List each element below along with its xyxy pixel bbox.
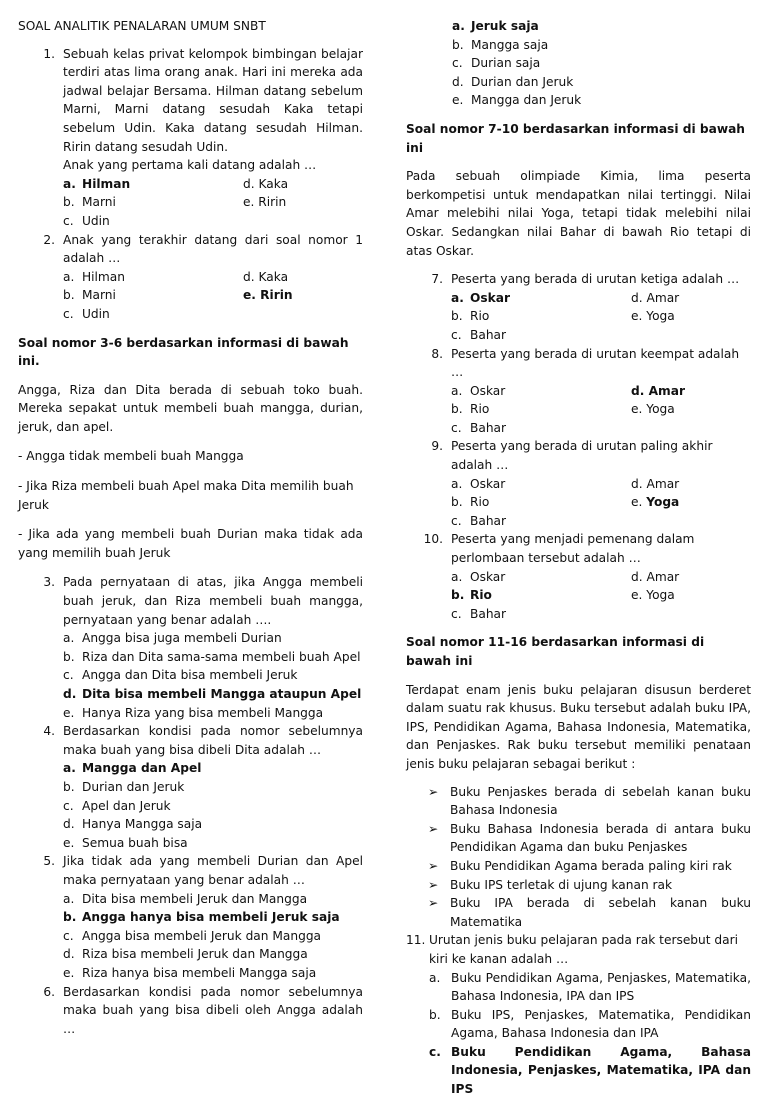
section-intro-11-16: Terdapat enam jenis buku pelajaran disusun berderet dalam suatu rak khusus. Buku tersebut adalah buku IPA, IPS, Pendidikan Agama, Bahasa Indonesia, Matematika, dan Penjaskes. Rak buku tersebut memiliki penataan jenis buku pelajaran sebagai berikut : (406, 682, 751, 771)
option-b: b. Rio (451, 588, 492, 603)
question-number: 11. (406, 933, 426, 948)
rule-2: - Jika Riza membeli buah Apel maka Dita memilih buah Jeruk (18, 479, 354, 512)
arrow-bullet-icon: ➢ (428, 896, 439, 911)
rule-item: ➢ Buku Bahasa Indonesia berada di antara buku Pendidikan Agama dan buku Penjaskes (428, 820, 751, 857)
rule-item: ➢ Buku IPS terletak di ujung kanan rak (428, 876, 751, 895)
right-column (406, 0, 751, 1099)
option-c: c. Durian saja (452, 56, 541, 71)
question-number: 3. (43, 575, 55, 590)
arrow-bullet-icon: ➢ (428, 858, 439, 873)
option-d: d. Amar (631, 290, 680, 305)
rule-item: ➢ Buku Penjaskes berada di sebelah kanan buku Bahasa Indonesia (428, 783, 751, 820)
option-a: a. Oskar (451, 476, 506, 491)
question-4 (18, 722, 363, 852)
option-e: e. Yoga (631, 309, 675, 324)
option-grid (451, 289, 751, 345)
rule-item: ➢ Buku IPA berada di sebelah kanan buku Matematika (428, 894, 751, 931)
option-grid (63, 268, 363, 324)
question-10 (406, 530, 751, 623)
option-a: a. Angga bisa juga membeli Durian (63, 631, 282, 646)
option-d: d. Durian dan Jeruk (452, 74, 574, 89)
option-d: d. Kaka (243, 269, 289, 284)
rule-item: ➢ Buku Pendidikan Agama berada paling kiri rak (428, 857, 751, 876)
option-d: d. Amar (631, 569, 680, 584)
option-b: b. Rio (451, 402, 490, 417)
option-a: a. Hilman (63, 269, 126, 284)
option-c: c. Udin (63, 213, 110, 228)
question-7 (406, 270, 751, 344)
question-number: 2. (43, 232, 55, 247)
option-b: b. Durian dan Jeruk (63, 779, 185, 794)
left-column (18, 0, 363, 1038)
question-number: 4. (43, 724, 55, 739)
question-9 (406, 437, 751, 530)
option-b: b. Marni (63, 288, 116, 303)
option-grid (63, 175, 363, 231)
section-heading-3-6: Soal nomor 3-6 berdasarkan informasi di bawah ini. (18, 335, 349, 369)
option-d: d. Riza bisa membeli Jeruk dan Mangga (63, 947, 308, 962)
rule-list (406, 783, 751, 932)
question-number: 9. (431, 439, 443, 454)
question-11 (406, 931, 751, 1098)
option-b: b. Angga hanya bisa membeli Jeruk saja (63, 910, 340, 925)
question-text: Sebuah kelas privat kelompok bimbingan belajar terdiri atas lima orang anak. Hari ini mereka ada jadwal belajar Bersama. Hilman datang sebelum Marni, Marni datang sesudah Kaka tetapi sebelum Udin. Kaka datang sesudah Hilman. Ririn datang sesudah Udin. (63, 46, 363, 154)
option-a: a. Oskar (451, 383, 506, 398)
option-c: c. Bahar (451, 513, 507, 528)
rule-3: - Jika ada yang membeli buah Durian maka tidak ada yang memilih buah Jeruk (18, 527, 363, 560)
option-c: c. Buku Pendidikan Agama, Bahasa Indonesia, Penjaskes, Matematika, IPA dan IPS (429, 1044, 751, 1097)
option-c: c. Bahar (451, 606, 507, 621)
option-c: c. Bahar (451, 327, 507, 342)
option-grid (451, 568, 751, 624)
option-a: a. Dita bisa membeli Jeruk dan Mangga (63, 891, 308, 906)
option-e: e. Ririn (243, 288, 293, 303)
question-text: Peserta yang berada di urutan paling akhir adalah … (451, 439, 713, 473)
question-number: 8. (431, 346, 443, 361)
question-prompt: Anak yang pertama kali datang adalah … (63, 158, 317, 173)
option-a: a. Oskar (451, 290, 510, 305)
option-d: d. Amar (631, 383, 685, 398)
option-d: d. Kaka (243, 176, 289, 191)
question-text: Peserta yang menjadi pemenang dalam perlombaan tersebut adalah … (451, 532, 695, 566)
option-c: c. Apel dan Jeruk (63, 798, 171, 813)
option-d: d. Amar (631, 476, 680, 491)
section-heading-11-16: Soal nomor 11-16 berdasarkan informasi di bawah ini (406, 635, 705, 668)
question-number: 6. (43, 984, 55, 999)
option-d: d. Hanya Mangga saja (63, 817, 203, 832)
option-a: a. Buku Pendidikan Agama, Penjaskes, Matematika, Bahasa Indonesia, IPA dan IPS (429, 970, 751, 1004)
question-number: 1. (43, 46, 55, 61)
option-a: a. Oskar (451, 569, 506, 584)
question-number: 5. (43, 854, 55, 869)
section-intro-7-10: Pada sebuah olimpiade Kimia, lima peserta berkompetisi untuk mendapatkan nilai tertinggi. Nilai Amar melebihi nilai Yoga, tetapi tidak melebihi nilai Oskar. Sedangkan nilai Bahar di bawah Rio tetapi di atas Oskar. (406, 169, 751, 258)
question-8 (406, 345, 751, 438)
option-e: e. Riza hanya bisa membeli Mangga saja (63, 965, 317, 980)
option-e: e. Yoga (631, 495, 680, 510)
question-text: Anak yang terakhir datang dari soal nomor 1 adalah … (63, 232, 363, 266)
option-a: a. Hilman (63, 176, 131, 191)
question-number: 10. (423, 532, 443, 547)
question-text: Peserta yang berada di urutan keempat adalah … (451, 346, 740, 380)
option-c: c. Bahar (451, 420, 507, 435)
option-e: e. Semua buah bisa (63, 835, 188, 850)
question-1 (18, 45, 363, 231)
option-b: b. Buku IPS, Penjaskes, Matematika, Pendidikan Agama, Bahasa Indonesia dan IPA (429, 1007, 751, 1041)
option-c: c. Udin (63, 306, 110, 321)
question-text: Berdasarkan kondisi pada nomor sebelumnya maka buah yang bisa dibeli Dita adalah … (63, 724, 363, 757)
question-text: Berdasarkan kondisi pada nomor sebelumnya maka buah yang bisa dibeli oleh Angga adalah … (63, 984, 363, 1036)
document-title: SOAL ANALITIK PENALARAN UMUM SNBT (18, 19, 266, 33)
option-c: c. Angga bisa membeli Jeruk dan Mangga (63, 928, 322, 943)
option-a: a. Mangga dan Apel (63, 761, 202, 776)
question-6 (18, 983, 363, 1039)
option-b: b. Rio (451, 495, 490, 510)
option-a: a. Jeruk saja (452, 19, 539, 33)
option-b: b. Riza dan Dita sama-sama membeli buah Apel (63, 649, 361, 664)
question-5 (18, 852, 363, 982)
option-e: e. Mangga dan Jeruk (452, 93, 582, 108)
rule-1: - Angga tidak membeli buah Mangga (18, 449, 244, 464)
option-c: c. Angga dan Dita bisa membeli Jeruk (63, 668, 298, 683)
question-text: Urutan jenis buku pelajaran pada rak tersebut dari kiri ke kanan adalah … (429, 933, 739, 966)
section-intro-3-6: Angga, Riza dan Dita berada di sebuah toko buah. Mereka sepakat untuk membeli buah mangga, durian, jeruk, dan apel. (18, 382, 363, 434)
question-text: Jika tidak ada yang membeli Durian dan Apel maka pernyataan yang benar adalah … (63, 854, 363, 887)
question-number: 7. (431, 272, 443, 287)
option-b: b. Rio (451, 309, 490, 324)
option-d: d. Dita bisa membeli Mangga ataupun Apel (63, 687, 362, 701)
option-grid (451, 382, 751, 438)
option-e: e. Yoga (631, 402, 675, 417)
arrow-bullet-icon: ➢ (428, 784, 439, 799)
option-b: b. Mangga saja (452, 37, 549, 52)
arrow-bullet-icon: ➢ (428, 821, 439, 836)
option-b: b. Marni (63, 195, 116, 210)
option-grid (451, 475, 751, 531)
option-e: e. Yoga (631, 588, 675, 603)
question-2 (18, 231, 363, 324)
option-e: e. Hanya Riza yang bisa membeli Mangga (63, 705, 324, 720)
question-6-options (406, 17, 751, 110)
option-e: e. Ririn (243, 195, 287, 210)
question-text: Peserta yang berada di urutan ketiga adalah … (451, 272, 740, 287)
arrow-bullet-icon: ➢ (428, 877, 439, 892)
question-text: Pada pernyataan di atas, jika Angga membeli buah jeruk, dan Riza membeli buah mangga, pernyataan yang benar adalah …. (63, 575, 363, 627)
question-3 (18, 573, 363, 722)
section-heading-7-10: Soal nomor 7-10 berdasarkan informasi di bawah ini (406, 121, 745, 155)
